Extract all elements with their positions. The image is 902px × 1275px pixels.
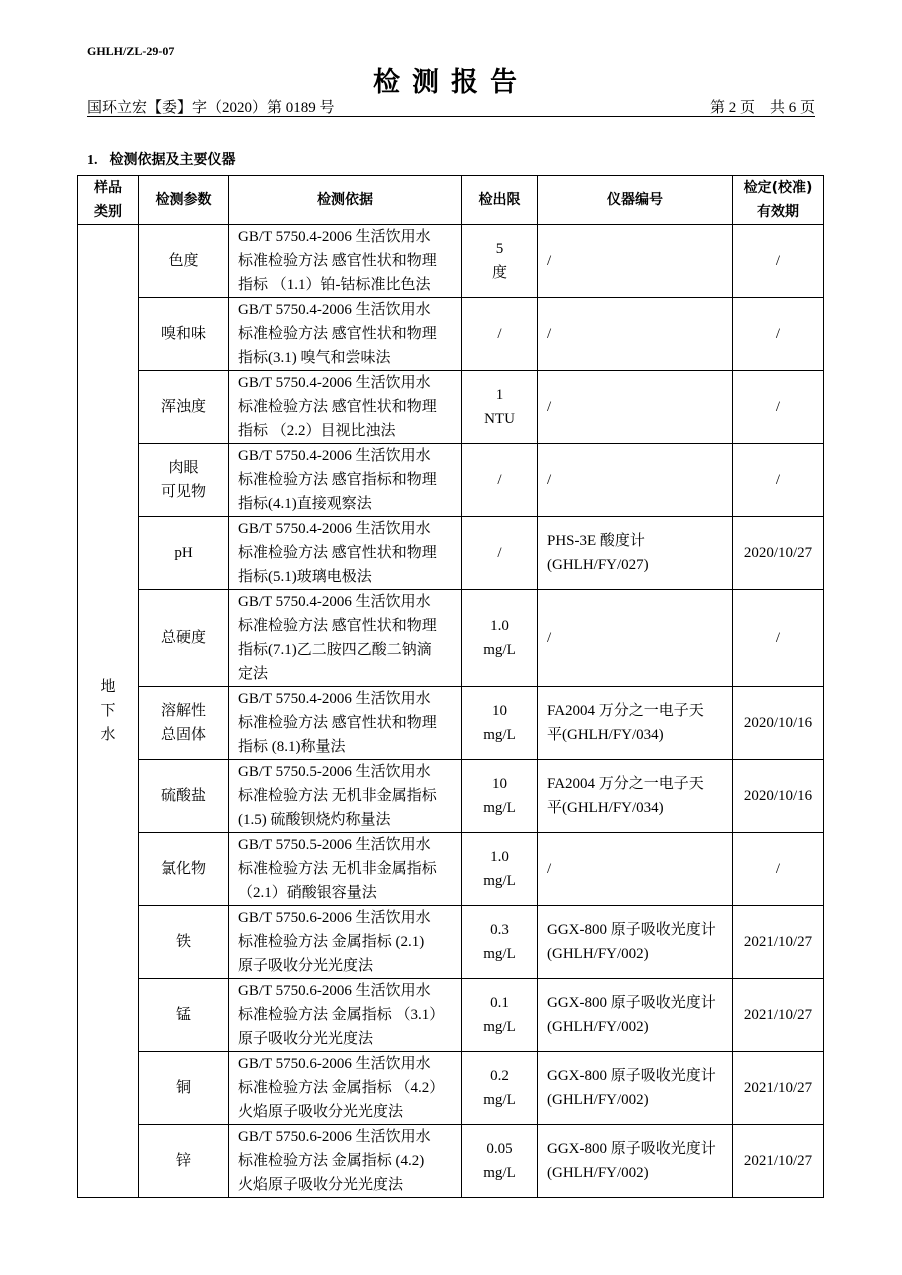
validity-cell: / bbox=[733, 298, 824, 371]
basis-cell: GB/T 5750.5-2006 生活饮用水 标准检验方法 无机非金属指标 (1.5) 硫酸钡烧灼称量法 bbox=[229, 760, 462, 833]
instrument-cell: GGX-800 原子吸收光度计 (GHLH/FY/002) bbox=[538, 906, 733, 979]
limit-cell: 0.3 mg/L bbox=[462, 906, 538, 979]
validity-cell: / bbox=[733, 833, 824, 906]
table-row bbox=[78, 444, 824, 517]
section-heading bbox=[87, 149, 236, 169]
table-row bbox=[78, 760, 824, 833]
header-basis: 检测依据 bbox=[229, 176, 462, 225]
limit-cell: 0.1 mg/L bbox=[462, 979, 538, 1052]
section-title: 检测依据及主要仪器 bbox=[109, 152, 236, 168]
table-row bbox=[78, 517, 824, 590]
sample-type-label: 地下水 bbox=[100, 679, 116, 743]
instrument-cell: / bbox=[538, 444, 733, 517]
basis-cell: GB/T 5750.5-2006 生活饮用水 标准检验方法 无机非金属指标 （2.1）硝酸银容量法 bbox=[229, 833, 462, 906]
table-row bbox=[78, 687, 824, 760]
basis-cell: GB/T 5750.4-2006 生活饮用水 标准检验方法 感官性状和物理 指标(3.1) 嗅气和尝味法 bbox=[229, 298, 462, 371]
instrument-cell: FA2004 万分之一电子天 平(GHLH/FY/034) bbox=[538, 760, 733, 833]
parameter-cell: 锰 bbox=[139, 979, 229, 1052]
instrument-cell: PHS-3E 酸度计 (GHLH/FY/027) bbox=[538, 517, 733, 590]
limit-cell: 10 mg/L bbox=[462, 687, 538, 760]
table-header-row bbox=[78, 176, 824, 225]
page-title: 检测报告 bbox=[373, 67, 529, 98]
limit-cell: 0.05 mg/L bbox=[462, 1125, 538, 1198]
limit-cell: 1 NTU bbox=[462, 371, 538, 444]
reference-line bbox=[87, 96, 815, 117]
parameter-cell: 肉眼 可见物 bbox=[139, 444, 229, 517]
limit-cell: / bbox=[462, 444, 538, 517]
header-limit: 检出限 bbox=[462, 176, 538, 225]
validity-cell: 2021/10/27 bbox=[733, 906, 824, 979]
parameter-cell: 铁 bbox=[139, 906, 229, 979]
table-row bbox=[78, 590, 824, 687]
page-number: 第 2 页 共 6 页 bbox=[709, 100, 815, 116]
table-row bbox=[78, 298, 824, 371]
table-row bbox=[78, 1125, 824, 1198]
instrument-cell: / bbox=[538, 298, 733, 371]
document-code: GHLH/ZL-29-07 bbox=[87, 44, 175, 58]
validity-cell: / bbox=[733, 371, 824, 444]
instrument-cell: / bbox=[538, 833, 733, 906]
instrument-cell: / bbox=[538, 225, 733, 298]
test-basis-table bbox=[77, 175, 824, 1198]
validity-cell: 2021/10/27 bbox=[733, 979, 824, 1052]
header-parameter: 检测参数 bbox=[139, 176, 229, 225]
table-row bbox=[78, 906, 824, 979]
limit-cell: 0.2 mg/L bbox=[462, 1052, 538, 1125]
validity-cell: / bbox=[733, 590, 824, 687]
instrument-cell: GGX-800 原子吸收光度计 (GHLH/FY/002) bbox=[538, 979, 733, 1052]
basis-cell: GB/T 5750.6-2006 生活饮用水 标准检验方法 金属指标 （4.2） 火焰原子吸收分光光度法 bbox=[229, 1052, 462, 1125]
limit-cell: 5 度 bbox=[462, 225, 538, 298]
parameter-cell: 总硬度 bbox=[139, 590, 229, 687]
parameter-cell: pH bbox=[139, 517, 229, 590]
basis-cell: GB/T 5750.4-2006 生活饮用水 标准检验方法 感官性状和物理 指标(5.1)玻璃电极法 bbox=[229, 517, 462, 590]
basis-cell: GB/T 5750.6-2006 生活饮用水 标准检验方法 金属指标 （3.1） 原子吸收分光光度法 bbox=[229, 979, 462, 1052]
header-instrument: 仪器编号 bbox=[538, 176, 733, 225]
instrument-cell: GGX-800 原子吸收光度计 (GHLH/FY/002) bbox=[538, 1125, 733, 1198]
validity-cell: / bbox=[733, 444, 824, 517]
parameter-cell: 氯化物 bbox=[139, 833, 229, 906]
limit-cell: / bbox=[462, 298, 538, 371]
limit-cell: 1.0 mg/L bbox=[462, 590, 538, 687]
limit-cell: 10 mg/L bbox=[462, 760, 538, 833]
header-sample-type: 样品 类别 bbox=[78, 176, 139, 225]
validity-cell: 2021/10/27 bbox=[733, 1052, 824, 1125]
basis-cell: GB/T 5750.4-2006 生活饮用水 标准检验方法 感官性状和物理 指标 (8.1)称量法 bbox=[229, 687, 462, 760]
instrument-cell: GGX-800 原子吸收光度计 (GHLH/FY/002) bbox=[538, 1052, 733, 1125]
header-validity: 检定(校准) 有效期 bbox=[733, 176, 824, 225]
validity-cell: / bbox=[733, 225, 824, 298]
sample-type-cell bbox=[78, 225, 139, 1198]
limit-cell: 1.0 mg/L bbox=[462, 833, 538, 906]
basis-cell: GB/T 5750.4-2006 生活饮用水 标准检验方法 感官指标和物理 指标(4.1)直接观察法 bbox=[229, 444, 462, 517]
basis-cell: GB/T 5750.4-2006 生活饮用水 标准检验方法 感官性状和物理 指标 （1.1）铂-钴标准比色法 bbox=[229, 225, 462, 298]
parameter-cell: 嗅和味 bbox=[139, 298, 229, 371]
table-row bbox=[78, 979, 824, 1052]
instrument-cell: / bbox=[538, 371, 733, 444]
validity-cell: 2020/10/27 bbox=[733, 517, 824, 590]
parameter-cell: 硫酸盐 bbox=[139, 760, 229, 833]
table-row bbox=[78, 371, 824, 444]
limit-cell: / bbox=[462, 517, 538, 590]
table-row bbox=[78, 225, 824, 298]
instrument-cell: FA2004 万分之一电子天 平(GHLH/FY/034) bbox=[538, 687, 733, 760]
parameter-cell: 铜 bbox=[139, 1052, 229, 1125]
validity-cell: 2020/10/16 bbox=[733, 687, 824, 760]
parameter-cell: 锌 bbox=[139, 1125, 229, 1198]
validity-cell: 2020/10/16 bbox=[733, 760, 824, 833]
basis-cell: GB/T 5750.6-2006 生活饮用水 标准检验方法 金属指标 (2.1) 原子吸收分光光度法 bbox=[229, 906, 462, 979]
table-row bbox=[78, 1052, 824, 1125]
instrument-cell: / bbox=[538, 590, 733, 687]
table-body bbox=[78, 225, 824, 1198]
parameter-cell: 溶解性 总固体 bbox=[139, 687, 229, 760]
basis-cell: GB/T 5750.4-2006 生活饮用水 标准检验方法 感官性状和物理 指标(7.1)乙二胺四乙酸二钠滴 定法 bbox=[229, 590, 462, 687]
parameter-cell: 浑浊度 bbox=[139, 371, 229, 444]
basis-cell: GB/T 5750.6-2006 生活饮用水 标准检验方法 金属指标 (4.2) 火焰原子吸收分光光度法 bbox=[229, 1125, 462, 1198]
parameter-cell: 色度 bbox=[139, 225, 229, 298]
section-number: 1. bbox=[87, 153, 98, 168]
reference-number: 国环立宏【委】字（2020）第 0189 号 bbox=[87, 100, 335, 116]
validity-cell: 2021/10/27 bbox=[733, 1125, 824, 1198]
table-row bbox=[78, 833, 824, 906]
basis-cell: GB/T 5750.4-2006 生活饮用水 标准检验方法 感官性状和物理 指标 （2.2）目视比浊法 bbox=[229, 371, 462, 444]
